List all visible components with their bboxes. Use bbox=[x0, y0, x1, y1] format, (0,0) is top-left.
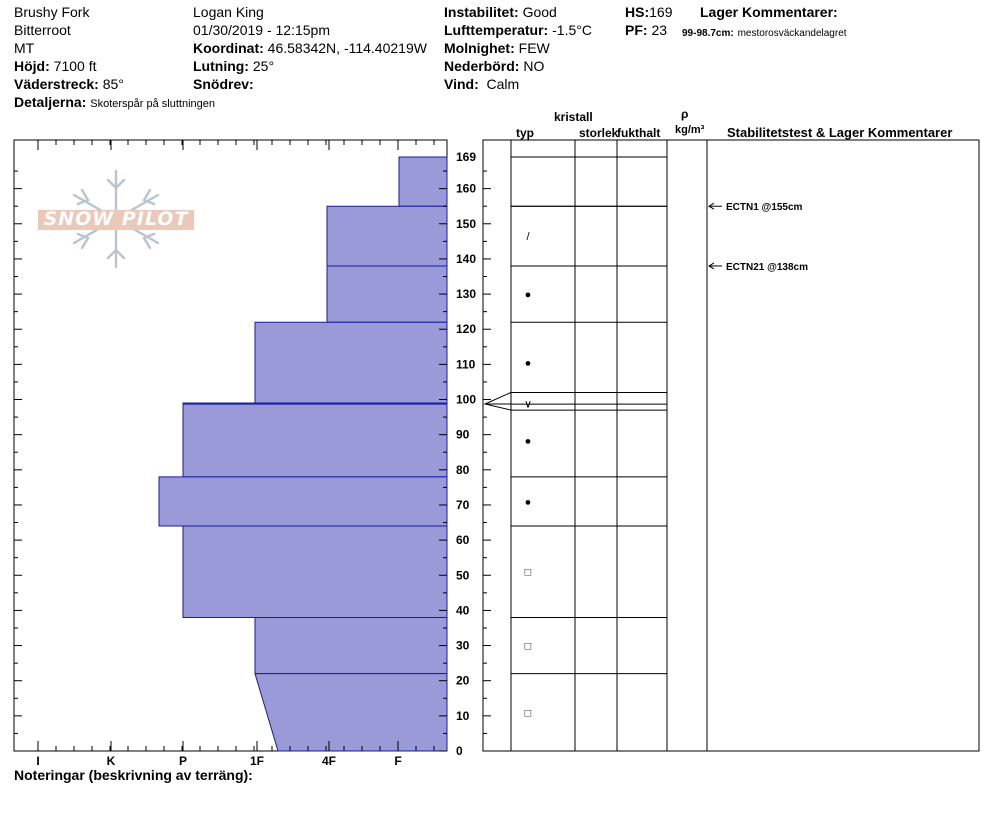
type-header: typ bbox=[516, 126, 534, 140]
elevation-value: 7100 ft bbox=[53, 58, 97, 74]
aspect-value: 85° bbox=[102, 76, 124, 92]
stability-label: Instabilitet: bbox=[444, 4, 519, 20]
pf-label: PF: bbox=[625, 22, 648, 38]
precip-value: NO bbox=[523, 58, 545, 74]
logo-text: SNOW PILOT bbox=[43, 208, 189, 230]
observation-datetime: 01/30/2019 - 12:15pm bbox=[193, 22, 330, 38]
size-header: storlek bbox=[579, 126, 619, 140]
slope-value: 25° bbox=[252, 58, 275, 74]
stability-test-label: ECTN1 @155cm bbox=[726, 202, 803, 214]
depth-tick-label: 70 bbox=[456, 497, 470, 512]
depth-tick-label: 40 bbox=[456, 603, 470, 618]
sky-label: Molnighet: bbox=[444, 40, 515, 56]
depth-tick-label: 150 bbox=[456, 216, 477, 231]
depth-tick-label: 100 bbox=[456, 392, 477, 407]
depth-tick-label: 50 bbox=[456, 568, 470, 583]
hardness-layer-0 bbox=[399, 157, 447, 206]
depth-tick-label: 130 bbox=[456, 287, 477, 302]
density-unit-header: kg/m³ bbox=[675, 124, 705, 136]
hardness-tick-label: F bbox=[394, 754, 402, 768]
hs-label: HS: bbox=[625, 4, 650, 20]
slope-label: Lutning: bbox=[193, 58, 249, 74]
depth-tick-label: 20 bbox=[456, 673, 470, 688]
precip-label: Nederbörd: bbox=[444, 58, 520, 74]
hardness-layer-6 bbox=[159, 477, 447, 526]
layer-comments-label: Lager Kommentarer: bbox=[700, 4, 838, 20]
grain-type-symbol: ● bbox=[524, 496, 532, 509]
drift-label: Snödrev: bbox=[193, 76, 254, 92]
depth-tick-label: 60 bbox=[456, 533, 470, 548]
pf-value: 23 bbox=[651, 22, 668, 38]
terrain-notes-label: Noteringar (beskrivning av terräng): bbox=[14, 767, 253, 783]
hardness-tick-label: I bbox=[36, 754, 40, 768]
hardness-layer-2 bbox=[327, 266, 447, 322]
stability-comments-header: Stabilitetstest & Lager Kommentarer bbox=[727, 125, 953, 140]
observer-name: Logan King bbox=[193, 4, 264, 20]
grain-type-symbol: □ bbox=[524, 707, 532, 720]
details-label: Detaljerna: bbox=[14, 94, 87, 110]
hardness-layer-7 bbox=[183, 526, 447, 617]
concern-layer-marker bbox=[485, 392, 511, 410]
airtemp-value: -1.5°C bbox=[552, 22, 592, 38]
state-name: MT bbox=[14, 40, 35, 56]
layer-comment-range: 99-98.7cm: bbox=[682, 28, 734, 39]
depth-tick-label: 80 bbox=[456, 462, 470, 477]
hardness-layer-8 bbox=[255, 617, 447, 673]
location-name: Brushy Fork bbox=[14, 4, 90, 20]
layer-table-frame bbox=[483, 140, 979, 751]
moisture-header: fukthalt bbox=[617, 126, 661, 140]
hs-value: 169 bbox=[649, 4, 673, 20]
stability-test-label: ECTN21 @138cm bbox=[726, 261, 809, 273]
wind-value: Calm bbox=[486, 76, 520, 92]
depth-tick-label: 160 bbox=[456, 181, 477, 196]
details-value: Skoterspår på sluttningen bbox=[90, 98, 215, 110]
grain-type-symbol: ● bbox=[524, 357, 532, 370]
depth-tick-label: 90 bbox=[456, 427, 470, 442]
layer-comment-text: mestorosväckandelagret bbox=[737, 28, 847, 39]
airtemp-label: Lufttemperatur: bbox=[444, 22, 549, 38]
grain-type-symbol: □ bbox=[524, 640, 532, 653]
coordinate-label: Koordinat: bbox=[193, 40, 264, 56]
depth-tick-label: 30 bbox=[456, 638, 470, 653]
wind-label: Vind: bbox=[444, 76, 479, 92]
depth-tick-label: 169 bbox=[456, 150, 477, 164]
hardness-layer-5 bbox=[183, 404, 447, 477]
depth-tick-label: 140 bbox=[456, 251, 477, 266]
depth-tick-label: 10 bbox=[456, 708, 470, 723]
hardness-tick-label: K bbox=[106, 754, 116, 768]
sky-value: FEW bbox=[518, 40, 550, 56]
hardness-tick-label: 4F bbox=[321, 754, 337, 768]
depth-tick-label: 120 bbox=[456, 322, 477, 337]
depth-tick-label: 110 bbox=[456, 357, 476, 372]
hardness-tick-label: 1F bbox=[249, 754, 265, 768]
depth-tick-label: 0 bbox=[456, 744, 463, 758]
grain-type-symbol: ∨ bbox=[523, 398, 533, 411]
grain-type-symbol: / bbox=[526, 231, 530, 244]
grain-type-symbol: ● bbox=[524, 435, 532, 448]
hardness-layer-3 bbox=[255, 322, 447, 403]
hardness-tick-label: P bbox=[178, 754, 188, 768]
rho-header: ρ bbox=[681, 107, 689, 121]
aspect-label: Väderstreck: bbox=[14, 76, 99, 92]
hardness-layer-9 bbox=[255, 674, 447, 751]
elevation-label: Höjd: bbox=[14, 58, 50, 74]
range-name: Bitterroot bbox=[14, 22, 71, 38]
crystal-header: kristall bbox=[554, 110, 593, 124]
grain-type-symbol: ● bbox=[524, 289, 532, 302]
grain-type-symbol: □ bbox=[524, 566, 532, 579]
coordinate-value: 46.58342N, -114.40219W bbox=[267, 40, 427, 56]
stability-value: Good bbox=[522, 4, 557, 20]
hardness-layer-1 bbox=[327, 206, 447, 266]
